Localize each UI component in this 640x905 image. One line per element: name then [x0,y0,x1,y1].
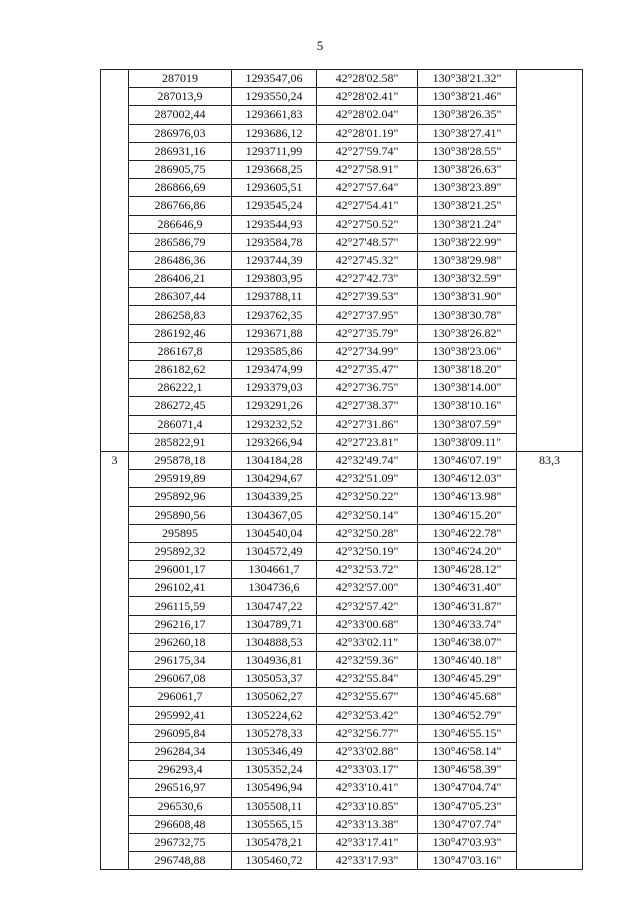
longitude-cell: 130°38'10.16" [418,397,517,415]
longitude-cell: 130°38'26.35" [418,106,517,124]
longitude-cell: 130°38'28.55" [418,142,517,160]
table-row [101,288,583,306]
longitude-cell: 130°46'15.20" [418,506,517,524]
y-coordinate-cell: 1304294,67 [232,470,317,488]
latitude-cell: 42°32'57.42" [317,597,418,615]
x-coordinate-cell: 295890,56 [129,506,232,524]
x-coordinate-cell: 296102,41 [129,579,232,597]
x-coordinate-cell: 295892,32 [129,542,232,560]
y-coordinate-cell: 1293803,95 [232,270,317,288]
latitude-cell: 42°28'02.04" [317,106,418,124]
y-coordinate-cell: 1304789,71 [232,615,317,633]
y-coordinate-cell: 1304184,28 [232,451,317,469]
table-row [101,797,583,815]
x-coordinate-cell: 286905,75 [129,160,232,178]
longitude-cell: 130°38'14.00" [418,379,517,397]
latitude-cell: 42°28'01.19" [317,124,418,142]
longitude-cell: 130°47'03.93" [418,833,517,851]
table-row [101,542,583,560]
x-coordinate-cell: 286931,16 [129,142,232,160]
latitude-cell: 42°27'50.52" [317,215,418,233]
latitude-cell: 42°27'37.95" [317,306,418,324]
y-coordinate-cell: 1304339,25 [232,488,317,506]
latitude-cell: 42°27'58.91" [317,160,418,178]
x-coordinate-cell: 296095,84 [129,724,232,742]
table-row [101,652,583,670]
y-coordinate-cell: 1304540,04 [232,524,317,542]
longitude-cell: 130°38'23.89" [418,179,517,197]
latitude-cell: 42°27'31.86" [317,415,418,433]
latitude-cell: 42°32'49.74" [317,451,418,469]
y-coordinate-cell: 1293668,25 [232,160,317,178]
y-coordinate-cell: 1293686,12 [232,124,317,142]
x-coordinate-cell: 286182,62 [129,361,232,379]
latitude-cell: 42°28'02.41" [317,88,418,106]
table-row [101,270,583,288]
table-row [101,160,583,178]
table-row [101,561,583,579]
x-coordinate-cell: 286586,79 [129,233,232,251]
y-coordinate-cell: 1304888,53 [232,633,317,651]
table-row [101,142,583,160]
latitude-cell: 42°27'45.32" [317,251,418,269]
latitude-cell: 42°28'02.58" [317,70,418,88]
x-coordinate-cell: 286167,8 [129,342,232,360]
table-row [101,506,583,524]
table-row [101,324,583,342]
longitude-cell: 130°46'24.20" [418,542,517,560]
x-coordinate-cell: 295895 [129,524,232,542]
longitude-cell: 130°38'21.32" [418,70,517,88]
y-coordinate-cell: 1293232,52 [232,415,317,433]
table-row [101,397,583,415]
y-coordinate-cell: 1305508,11 [232,797,317,815]
longitude-cell: 130°38'29.98" [418,251,517,269]
x-coordinate-cell: 287013,9 [129,88,232,106]
table-row [101,179,583,197]
y-coordinate-cell: 1293547,06 [232,70,317,88]
latitude-cell: 42°32'50.19" [317,542,418,560]
latitude-cell: 42°27'38.37" [317,397,418,415]
longitude-cell: 130°38'26.82" [418,324,517,342]
latitude-cell: 42°27'48.57" [317,233,418,251]
y-coordinate-cell: 1304661,7 [232,561,317,579]
x-coordinate-cell: 287019 [129,70,232,88]
latitude-cell: 42°33'17.41" [317,833,418,851]
longitude-cell: 130°38'22.99" [418,233,517,251]
latitude-cell: 42°32'50.22" [317,488,418,506]
table-row [101,670,583,688]
table-row [101,779,583,797]
latitude-cell: 42°32'53.42" [317,706,418,724]
table-row [101,342,583,360]
longitude-cell: 130°46'31.40" [418,579,517,597]
y-coordinate-cell: 1293661,83 [232,106,317,124]
table-row [101,524,583,542]
x-coordinate-cell: 296067,08 [129,670,232,688]
table-row [101,742,583,760]
x-coordinate-cell: 286272,45 [129,397,232,415]
x-coordinate-cell: 286976,03 [129,124,232,142]
longitude-cell: 130°46'12.03" [418,470,517,488]
latitude-cell: 42°32'59.36" [317,652,418,670]
latitude-cell: 42°33'00.68" [317,615,418,633]
latitude-cell: 42°32'57.00" [317,579,418,597]
y-coordinate-cell: 1293711,99 [232,142,317,160]
coordinates-table [100,69,583,870]
table-row [101,415,583,433]
longitude-cell: 130°46'58.14" [418,742,517,760]
table-row [101,724,583,742]
x-coordinate-cell: 286406,21 [129,270,232,288]
y-coordinate-cell: 1293550,24 [232,88,317,106]
table-row [101,88,583,106]
longitude-cell: 130°46'58.39" [418,761,517,779]
x-coordinate-cell: 295992,41 [129,706,232,724]
latitude-cell: 42°33'13.38" [317,815,418,833]
latitude-cell: 42°32'51.09" [317,470,418,488]
y-coordinate-cell: 1305062,27 [232,688,317,706]
x-coordinate-cell: 295919,89 [129,470,232,488]
table-row [101,833,583,851]
longitude-cell: 130°46'22.78" [418,524,517,542]
y-coordinate-cell: 1305346,49 [232,742,317,760]
y-coordinate-cell: 1305053,37 [232,670,317,688]
latitude-cell: 42°27'42.73" [317,270,418,288]
table-row [101,124,583,142]
x-coordinate-cell: 296516,97 [129,779,232,797]
longitude-cell: 130°47'05.23" [418,797,517,815]
longitude-cell: 130°47'04.74" [418,779,517,797]
x-coordinate-cell: 296061,7 [129,688,232,706]
table-row [101,233,583,251]
longitude-cell: 130°46'40.18" [418,652,517,670]
table-row [101,633,583,651]
y-coordinate-cell: 1293671,88 [232,324,317,342]
longitude-cell: 130°38'27.41" [418,124,517,142]
table-row [101,361,583,379]
longitude-cell: 130°47'03.16" [418,852,517,870]
latitude-cell: 42°33'02.88" [317,742,418,760]
table-row [101,197,583,215]
table-row [101,597,583,615]
table-row [101,306,583,324]
longitude-cell: 130°38'21.24" [418,215,517,233]
latitude-cell: 42°27'34.99" [317,342,418,360]
longitude-cell: 130°38'21.25" [418,197,517,215]
x-coordinate-cell: 296293,4 [129,761,232,779]
y-coordinate-cell: 1293379,03 [232,379,317,397]
table-row [101,852,583,870]
longitude-cell: 130°46'07.19" [418,451,517,469]
y-coordinate-cell: 1293605,51 [232,179,317,197]
table-row [101,761,583,779]
y-coordinate-cell: 1305224,62 [232,706,317,724]
longitude-cell: 130°38'21.46" [418,88,517,106]
latitude-cell: 42°33'10.41" [317,779,418,797]
longitude-cell: 130°47'07.74" [418,815,517,833]
longitude-cell: 130°46'45.29" [418,670,517,688]
latitude-cell: 42°33'02.11" [317,633,418,651]
x-coordinate-cell: 296115,59 [129,597,232,615]
latitude-cell: 42°33'03.17" [317,761,418,779]
table-row [101,70,583,88]
longitude-cell: 130°46'38.07" [418,633,517,651]
longitude-cell: 130°38'18.20" [418,361,517,379]
x-coordinate-cell: 286866,69 [129,179,232,197]
x-coordinate-cell: 296216,17 [129,615,232,633]
table-row [101,579,583,597]
y-coordinate-cell: 1304572,49 [232,542,317,560]
latitude-cell: 42°27'57.64" [317,179,418,197]
x-coordinate-cell: 286071,4 [129,415,232,433]
y-coordinate-cell: 1293584,78 [232,233,317,251]
latitude-cell: 42°33'10.85" [317,797,418,815]
x-coordinate-cell: 296284,34 [129,742,232,760]
x-coordinate-cell: 285822,91 [129,433,232,451]
y-coordinate-cell: 1293762,35 [232,306,317,324]
latitude-cell: 42°33'17.93" [317,852,418,870]
area-cell [517,70,583,452]
longitude-cell: 130°46'45.68" [418,688,517,706]
latitude-cell: 42°32'53.72" [317,561,418,579]
x-coordinate-cell: 287002,44 [129,106,232,124]
latitude-cell: 42°27'54.41" [317,197,418,215]
y-coordinate-cell: 1304936,81 [232,652,317,670]
y-coordinate-cell: 1305496,94 [232,779,317,797]
y-coordinate-cell: 1305352,24 [232,761,317,779]
longitude-cell: 130°46'13.98" [418,488,517,506]
y-coordinate-cell: 1304367,05 [232,506,317,524]
table-row [101,706,583,724]
latitude-cell: 42°32'50.14" [317,506,418,524]
latitude-cell: 42°27'35.79" [317,324,418,342]
x-coordinate-cell: 296260,18 [129,633,232,651]
x-coordinate-cell: 286258,83 [129,306,232,324]
x-coordinate-cell: 286646,9 [129,215,232,233]
table-row [101,451,583,469]
x-coordinate-cell: 286307,44 [129,288,232,306]
longitude-cell: 130°38'07.59" [418,415,517,433]
table-row [101,433,583,451]
y-coordinate-cell: 1293544,93 [232,215,317,233]
longitude-cell: 130°46'52.79" [418,706,517,724]
coordinates-table-body [101,70,583,870]
latitude-cell: 42°32'56.77" [317,724,418,742]
table-row [101,615,583,633]
table-row [101,215,583,233]
latitude-cell: 42°27'35.47" [317,361,418,379]
y-coordinate-cell: 1293585,86 [232,342,317,360]
y-coordinate-cell: 1305478,21 [232,833,317,851]
x-coordinate-cell: 295878,18 [129,451,232,469]
longitude-cell: 130°46'31.87" [418,597,517,615]
x-coordinate-cell: 296530,6 [129,797,232,815]
table-row [101,106,583,124]
plot-number-cell [101,70,129,452]
y-coordinate-cell: 1293266,94 [232,433,317,451]
y-coordinate-cell: 1293788,11 [232,288,317,306]
longitude-cell: 130°38'09.11" [418,433,517,451]
table-row [101,470,583,488]
latitude-cell: 42°32'50.28" [317,524,418,542]
longitude-cell: 130°46'33.74" [418,615,517,633]
y-coordinate-cell: 1304747,22 [232,597,317,615]
table-row [101,488,583,506]
latitude-cell: 42°27'23.81" [317,433,418,451]
y-coordinate-cell: 1293474,99 [232,361,317,379]
latitude-cell: 42°27'36.75" [317,379,418,397]
x-coordinate-cell: 286486,36 [129,251,232,269]
longitude-cell: 130°38'31.90" [418,288,517,306]
longitude-cell: 130°46'28.12" [418,561,517,579]
x-coordinate-cell: 296175,34 [129,652,232,670]
table-row [101,815,583,833]
longitude-cell: 130°38'30.78" [418,306,517,324]
y-coordinate-cell: 1305278,33 [232,724,317,742]
x-coordinate-cell: 286222,1 [129,379,232,397]
x-coordinate-cell: 296748,88 [129,852,232,870]
longitude-cell: 130°46'55.15" [418,724,517,742]
x-coordinate-cell: 295892,96 [129,488,232,506]
area-cell: 83,3 [517,451,583,869]
latitude-cell: 42°32'55.67" [317,688,418,706]
table-row [101,688,583,706]
plot-number-cell: 3 [101,451,129,869]
table-row [101,251,583,269]
longitude-cell: 130°38'26.63" [418,160,517,178]
table-row [101,379,583,397]
y-coordinate-cell: 1305460,72 [232,852,317,870]
x-coordinate-cell: 296732,75 [129,833,232,851]
y-coordinate-cell: 1293545,24 [232,197,317,215]
latitude-cell: 42°27'39.53" [317,288,418,306]
y-coordinate-cell: 1293744,39 [232,251,317,269]
latitude-cell: 42°32'55.84" [317,670,418,688]
longitude-cell: 130°38'32.59" [418,270,517,288]
x-coordinate-cell: 296001,17 [129,561,232,579]
latitude-cell: 42°27'59.74" [317,142,418,160]
x-coordinate-cell: 286192,46 [129,324,232,342]
x-coordinate-cell: 296608,48 [129,815,232,833]
y-coordinate-cell: 1305565,15 [232,815,317,833]
y-coordinate-cell: 1293291,26 [232,397,317,415]
longitude-cell: 130°38'23.06" [418,342,517,360]
x-coordinate-cell: 286766,86 [129,197,232,215]
page-number: 5 [316,38,324,53]
y-coordinate-cell: 1304736,6 [232,579,317,597]
